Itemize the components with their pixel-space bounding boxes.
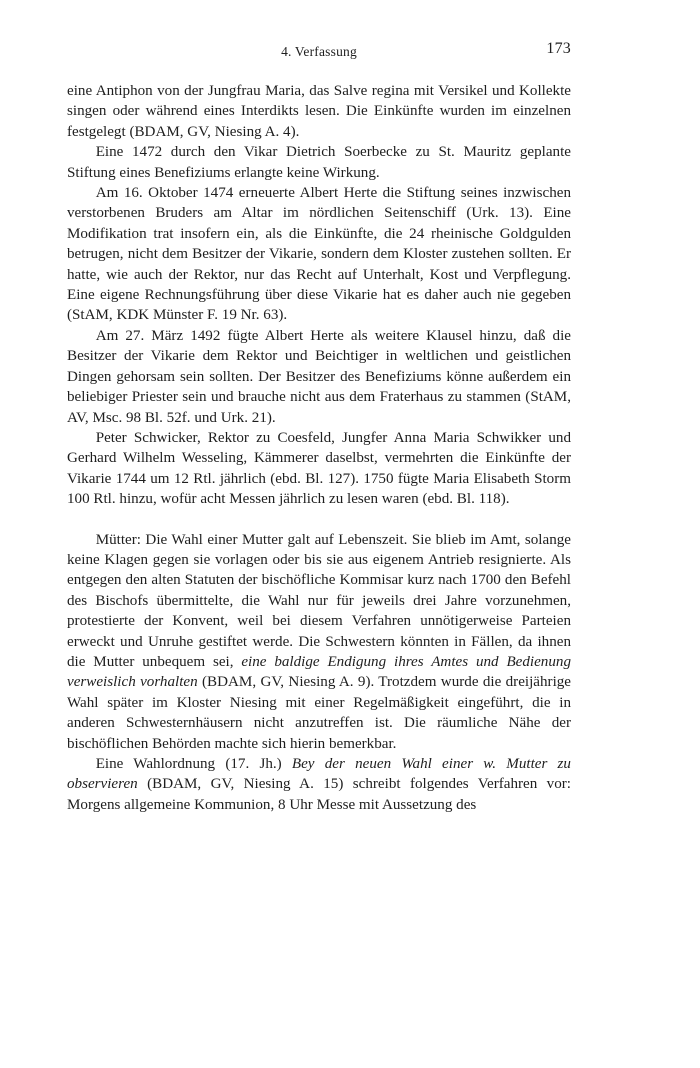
paragraph-herte-1474: Am 16. Oktober 1474 erneuerte Albert Herte die Stiftung seines inzwischen verstorbenen Bruders am Altar im nördlichen Seitenschiff (Urk. 13). Eine Modifikation trat insofern ein, als die Einkünfte, die 24 rheinische Goldgulden betrugen, nicht dem Besitzer der Vikarie, sondern dem Kloster zustehen sollten. Er hatte, wie auch der Rektor, nur das Recht auf Unterhalt, Kost und Verpflegung. Eine eigene Rechnungsführung über diese Vikarie hat es daher auch nie gegeben (StAM, KDK Münster F. 19 Nr. 63).: [67, 185, 571, 324]
paragraph-continued: eine Antiphon von der Jungfrau Maria, das Salve regina mit Versikel und Kollekte singen oder während eines Interdikts lesen. Die Einkünfte wurden im einzelnen festgelegt (BDAM, GV, Niesing A. 4).: [67, 83, 571, 140]
paragraph-muetter: [67, 530, 571, 754]
page-header: [67, 40, 571, 64]
text-run: (BDAM, GV, Niesing A. 15) schreibt folgendes Verfahren vor: Morgens allgemeine Kommunion, 8 Uhr Messe mit Aussetzung des: [67, 776, 571, 813]
italic-title: Bey der neuen Wahl einer w. Mutter zu observieren: [67, 756, 571, 793]
text-run: Mütter: Die Wahl einer Mutter galt auf Lebenszeit. Sie blieb im Amt, solange keine Klagen gegen sie vorlagen oder bis sie aus eigenem Antrieb resignierte. Als entgegen den alten Statuten der bischöfliche Kommisar kurz nach 1700 den Befehl des Bischofs übermittelte, die Wahl nur für jeweils drei Jahre vorzunehmen, protestierte der Konvent, weil bei diesem Verfahren unnötigerweise Parteien erweckt und Unruhe gestiftet werde. Die Schwestern könnten in Fällen, da ihnen die Mutter unbequem sei,: [67, 531, 571, 670]
book-page: [67, 40, 571, 815]
text-run: Eine Wahlordnung (17. Jh.): [95, 756, 292, 772]
page-number: 173: [546, 40, 571, 57]
running-title: 4. Verfassung: [281, 44, 357, 59]
text-run: (BDAM, GV, Niesing A. 9). Trotzdem wurde die dreijährige Wahl später im Kloster Niesing mit einer Regelmäßigkeit eingeführt, die in anderen Schwesternhäusern nicht anzutreffen ist. Die räumliche Nähe der bischöflichen Behörden machte sich hierin bemerkbar.: [67, 674, 572, 752]
paragraph-wahlordnung: [67, 754, 571, 815]
paragraph-herte-1492: Am 27. März 1492 fügte Albert Herte als weitere Klausel hinzu, daß die Besitzer der Vikarie dem Rektor und Beichtiger in weltlichen und geistlichen Dingen gehorsam sein sollten. Der Besitzer des Benefiziums könne außerdem ein beliebiger Priester sein und brauche nicht aus dem Fraterhaus zu stammen (StAM, AV, Msc. 98 Bl. 52f. und Urk. 21).: [67, 327, 571, 426]
paragraph-soerbecke: Eine 1472 durch den Vikar Dietrich Soerbecke zu St. Mauritz geplante Stiftung eines Benefiziums erlangte keine Wirkung.: [67, 144, 571, 181]
italic-quote: eine baldige Endigung ihres Amtes und Bedienung verweislich vorhalten: [67, 653, 571, 691]
body-text: [67, 81, 571, 815]
paragraph-schwicker: Peter Schwicker, Rektor zu Coesfeld, Jungfer Anna Maria Schwikker und Gerhard Wilhelm Wesseling, Kämmerer daselbst, vermehrten die Einkünfte der Vikarie 1744 um 12 Rtl. jährlich (ebd. Bl. 127). 1750 fügte Maria Elisabeth Storm 100 Rtl. hinzu, wofür acht Messen jährlich zu lesen waren (ebd. Bl. 118).: [67, 429, 571, 508]
